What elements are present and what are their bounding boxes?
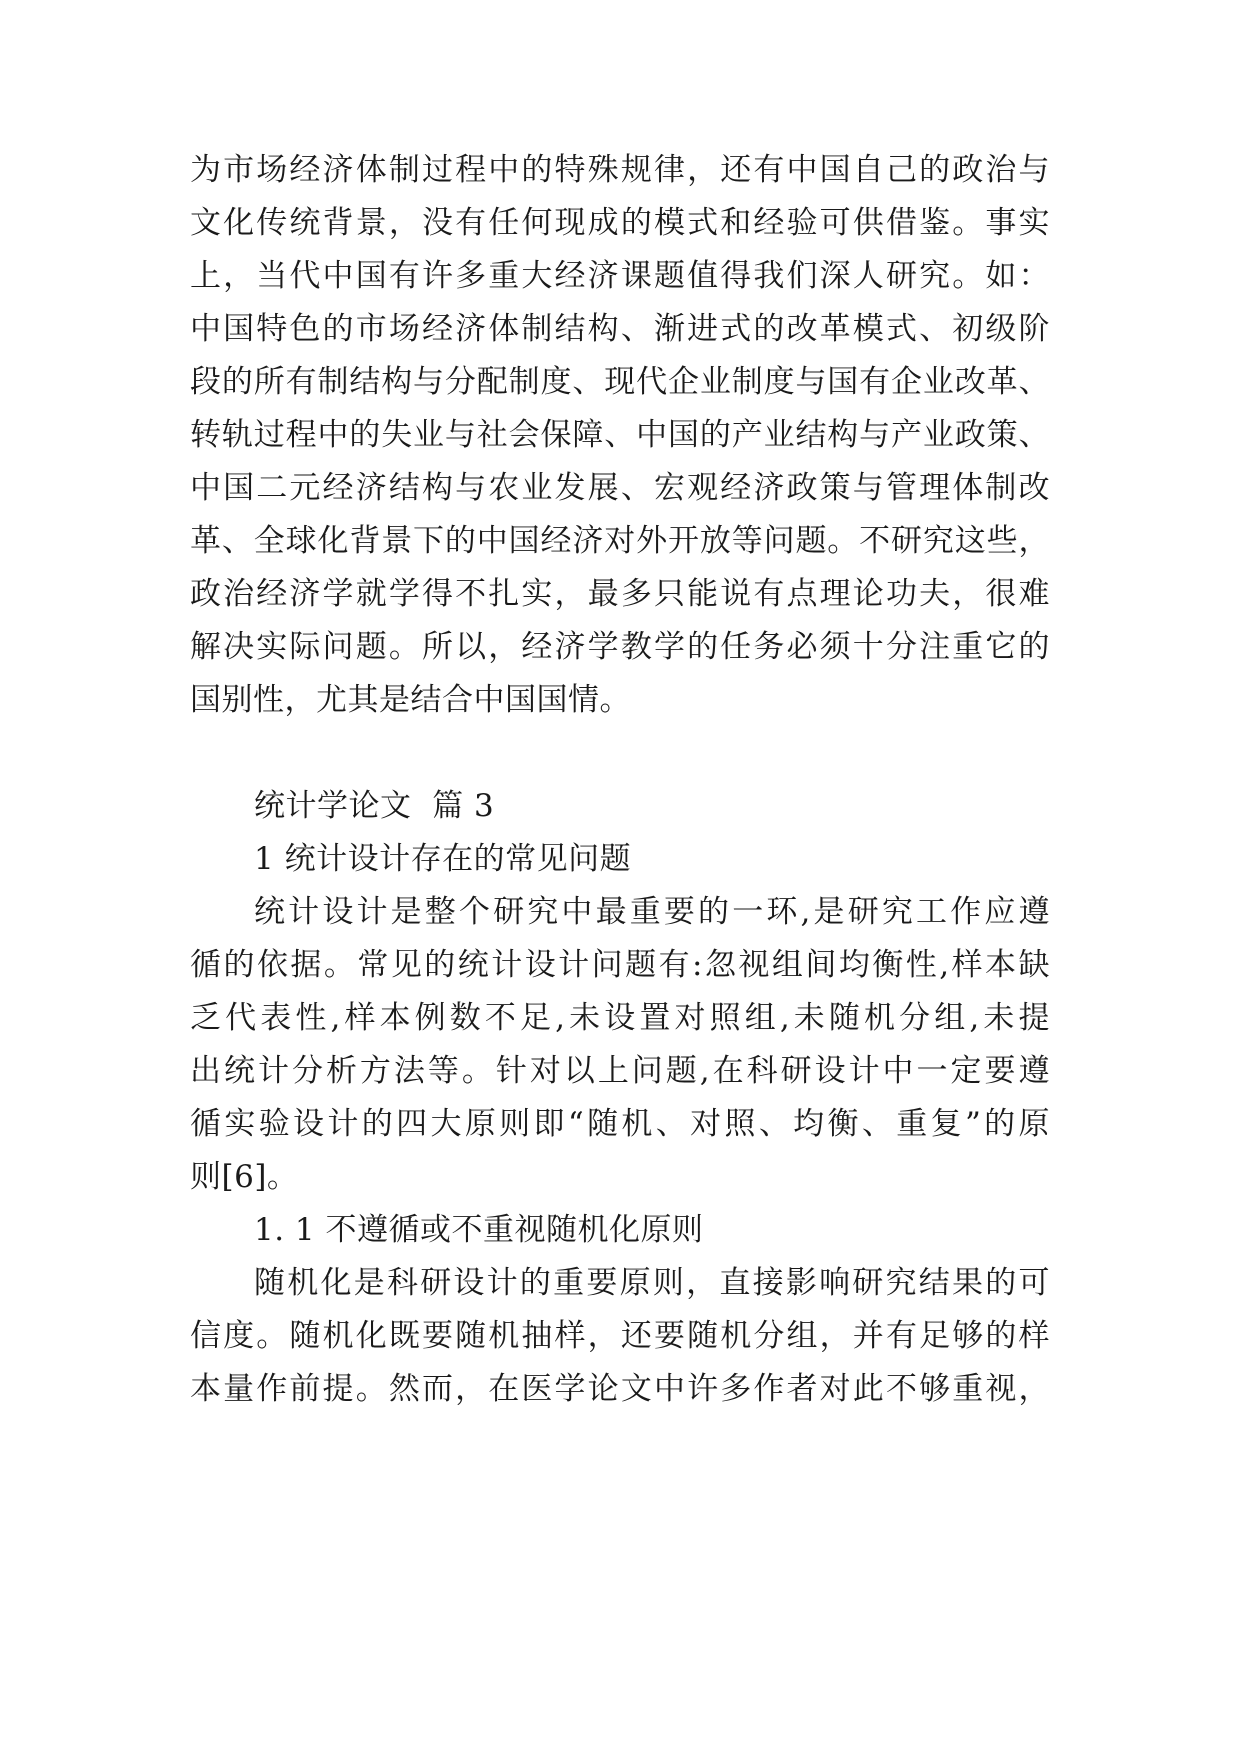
paragraph-1-line: 文化传统背景，没有任何现成的模式和经验可供借鉴。事实 [190, 205, 1050, 241]
paragraph-1-line: 转轨过程中的失业与社会保障、中国的产业结构与产业政策、 [190, 417, 1050, 453]
paragraph-1-line: 中国二元经济结构与农业发展、宏观经济政策与管理体制改 [190, 470, 1050, 506]
paragraph-2-line: 出统计分析方法等。针对以上问题,在科研设计中一定要遵 [190, 1053, 1050, 1089]
paragraph-2-line: 统计设计是整个研究中最重要的一环,是研究工作应遵 [254, 894, 1050, 930]
paragraph-3-line: 信度。随机化既要随机抽样，还要随机分组，并有足够的样 [190, 1318, 1050, 1354]
paragraph-1-line: 国别性，尤其是结合中国国情。 [190, 682, 631, 718]
paragraph-2-line: 循的依据。常见的统计设计问题有:忽视组间均衡性,样本缺 [190, 947, 1050, 983]
paragraph-1-line: 革、全球化背景下的中国经济对外开放等问题。不研究这些， [190, 523, 1050, 559]
paragraph-1-line: 为市场经济体制过程中的特殊规律，还有中国自己的政治与 [190, 152, 1050, 188]
paragraph-1-line: 政治经济学就学得不扎实，最多只能说有点理论功夫，很难 [190, 576, 1050, 612]
paragraph-1-line: 上，当代中国有许多重大经济课题值得我们深人研究。如： [190, 258, 1050, 294]
paragraph-1-line: 解决实际问题。所以，经济学教学的任务必须十分注重它的 [190, 629, 1050, 665]
paragraph-2-line: 循实验设计的四大原则即“随机、对照、均衡、重复”的原 [190, 1106, 1050, 1142]
heading-1-1: 1. 1 不遵循或不重视随机化原则 [254, 1212, 704, 1248]
paragraph-3-line: 随机化是科研设计的重要原则，直接影响研究结果的可 [254, 1265, 1050, 1301]
section-title: 统计学论文 篇 3 [254, 788, 495, 824]
paragraph-3-line: 本量作前提。然而，在医学论文中许多作者对此不够重视， [190, 1371, 1050, 1407]
paragraph-1-line: 段的所有制结构与分配制度、现代企业制度与国有企业改革、 [190, 364, 1050, 400]
paragraph-2-line: 则[6]。 [190, 1159, 299, 1195]
paragraph-2-line: 乏代表性,样本例数不足,未设置对照组,未随机分组,未提 [190, 1000, 1050, 1036]
paragraph-1-line: 中国特色的市场经济体制结构、渐进式的改革模式、初级阶 [190, 311, 1050, 347]
heading-1: 1 统计设计存在的常见问题 [254, 841, 632, 877]
